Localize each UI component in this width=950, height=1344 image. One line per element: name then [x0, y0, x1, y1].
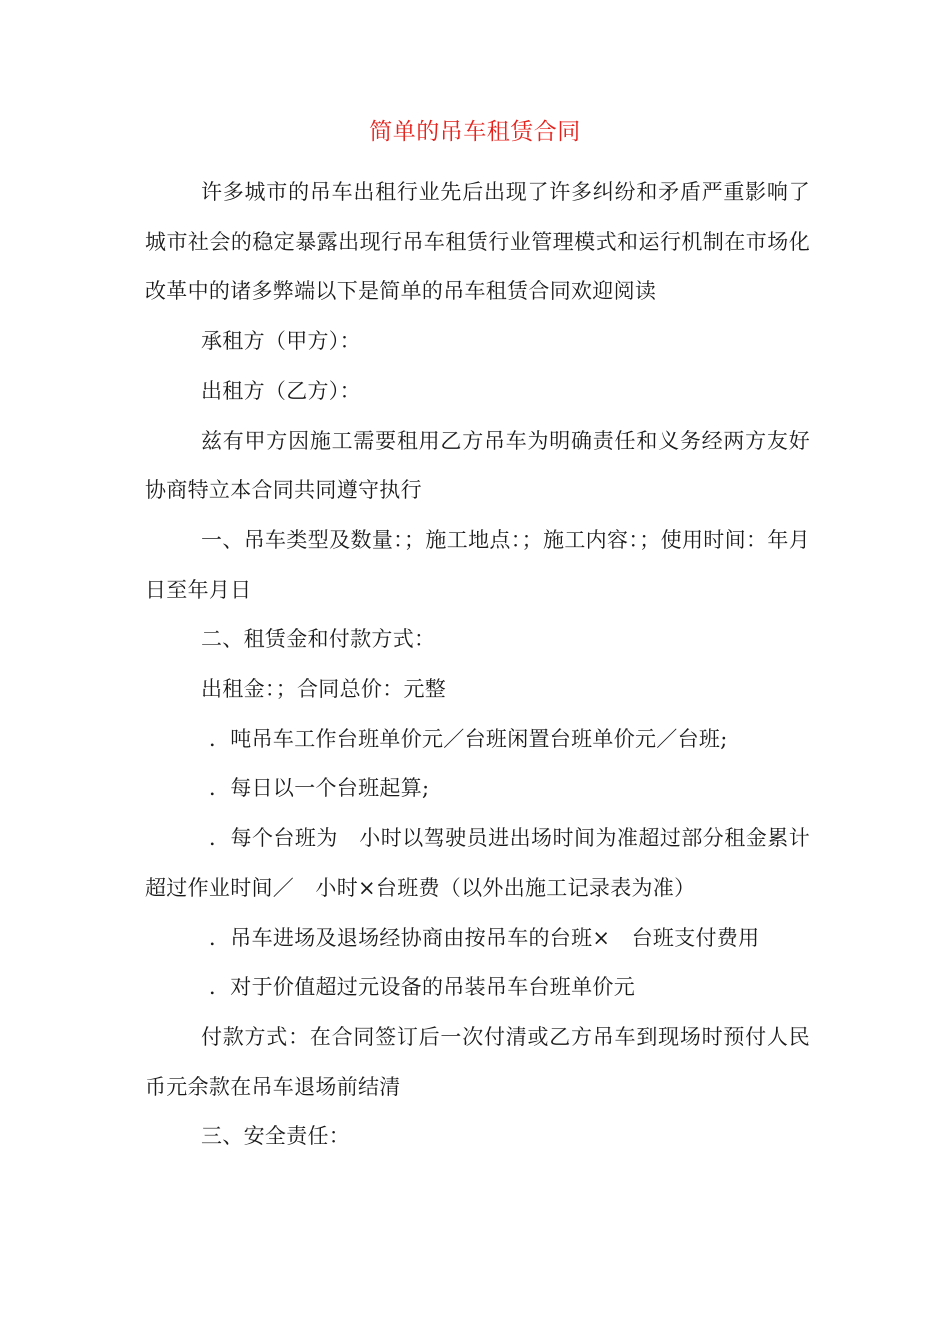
- purpose-paragraph: 兹有甲方因施工需要租用乙方吊车为明确责任和义务经两方友好协商特立本合同共同遵守执行: [145, 428, 810, 503]
- clause-daily-minimum: ．每日以一个台班起算;: [209, 776, 430, 801]
- payment-method: 付款方式：在合同签订后一次付清或乙方吊车到现场时预付人民币元余款在吊车退场前结清: [145, 1024, 810, 1099]
- rent-line: 出租金：；合同总价：元整: [201, 677, 447, 702]
- section-3-heading: 三、安全责任：: [201, 1124, 351, 1149]
- lessor-line: 出租方（乙方）：: [201, 378, 361, 403]
- document-body: [145, 168, 810, 1162]
- clause-entry-exit: ．吊车进场及退场经协商由按吊车的台班× 台班支付费用: [209, 925, 760, 950]
- clause-unit-price: ．吨吊车工作台班单价元／台班闲置台班单价元／台班;: [209, 726, 728, 751]
- section-2-heading: 二、租赁金和付款方式：: [201, 627, 436, 652]
- clause-high-value: ．对于价值超过元设备的吊装吊车台班单价元: [209, 975, 635, 1000]
- document-title: 简单的吊车租赁合同: [369, 119, 581, 145]
- intro-paragraph: 许多城市的吊车出租行业先后出现了许多纠纷和矛盾严重影响了城市社会的稳定暴露出现行吊车租赁行业管理模式和运行机制在市场化改革中的诸多弊端以下是简单的吊车租赁合同欢迎阅读: [145, 180, 810, 304]
- section-1-crane-type: 一、吊车类型及数量：；施工地点：；施工内容：；使用时间：年月日至年月日: [145, 527, 810, 602]
- clause-shift-hours: ．每个台班为 小时以驾驶员进出场时间为准超过部分租金累计超过作业时间／ 小时×台班费（以外出施工记录表为准）: [145, 826, 810, 900]
- lessee-line: 承租方（甲方）：: [201, 329, 361, 354]
